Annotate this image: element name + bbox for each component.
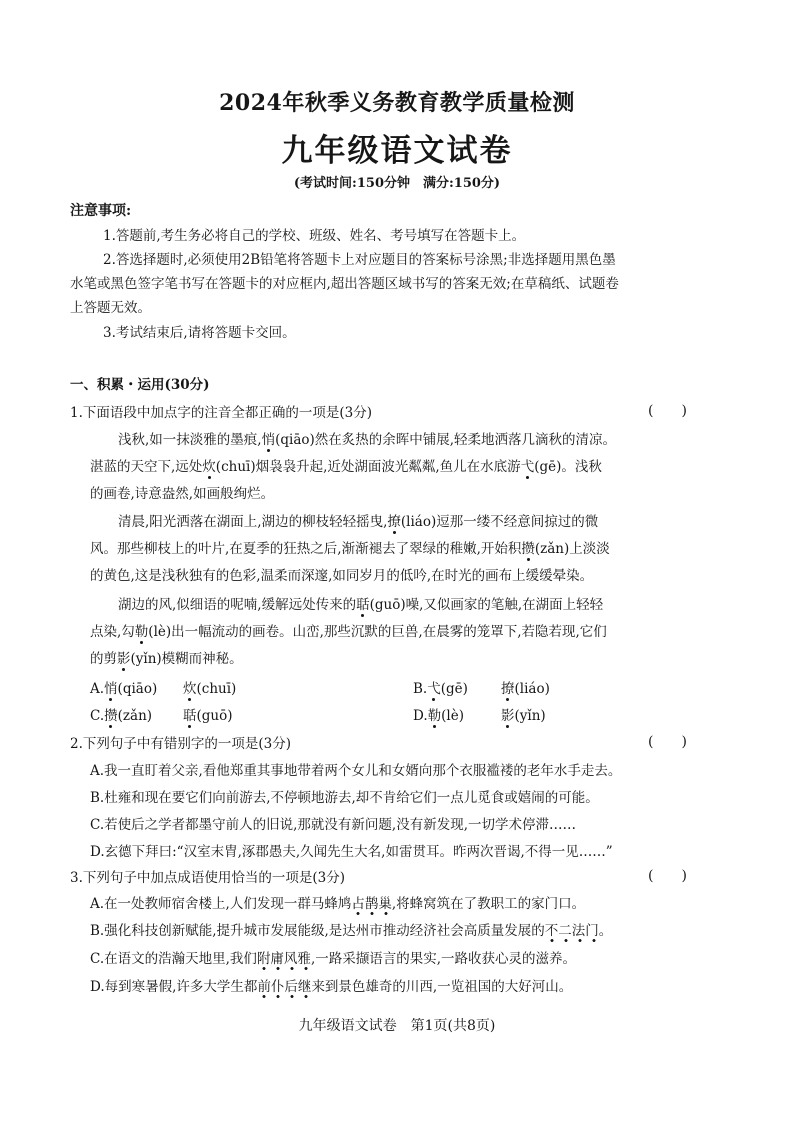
dotted-idiom: 占鹊巢 bbox=[351, 896, 392, 916]
q1-p1-line1: 浅秋,如一抹淡雅的墨痕,悄(qiāo)然在炙热的余晖中铺展,轻柔地洒落几滴秋的清凉。 bbox=[118, 432, 617, 448]
q2-answer-paren: ( ) bbox=[648, 734, 687, 750]
q1-p1-line3: 的画卷,诗意盎然,如画般绚烂。 bbox=[90, 486, 275, 502]
dotted-char: 勒 bbox=[134, 624, 149, 640]
notice-item-3: 3.考试结束后,请将答题卡交回。 bbox=[103, 325, 296, 341]
q1-p2-line2: 风。那些柳枝上的叶片,在夏季的狂热之后,渐渐褪去了翠绿的稚嫩,开始积攒(zǎn)上淡淡 bbox=[90, 541, 610, 557]
q3-option-a: A.在一处教师宿舍楼上,人们发现一群马蜂鸠占鹊巢,将蜂窝筑在了教职工的家门口。 bbox=[90, 892, 585, 912]
notice-item-2b: 水笔或黑色签字笔书写在答题卡的对应框内,超出答题区域书写的答案无效;在草稿纸、试题卷 bbox=[70, 276, 619, 292]
q1-option-b-2: 撩(liáo) bbox=[501, 681, 550, 697]
q1-p3-line2: 点染,勾勒(lè)出一幅流动的画卷。山峦,那些沉默的巨兽,在晨雾的笼罩下,若隐若现,它们 bbox=[90, 624, 607, 640]
q1-answer-paren: ( ) bbox=[648, 403, 687, 419]
q2-option-c: C.若使后之学者都墨守前人的旧说,那就没有新问题,没有新发现,一切学术停滞…… bbox=[90, 817, 577, 833]
notice-item-1: 1.答题前,考生务必将自己的学校、班级、姓名、考号填写在答题卡上。 bbox=[103, 228, 526, 244]
dotted-char: 炊 bbox=[202, 459, 216, 475]
q1-stem: 1.下面语段中加点字的注音全都正确的一项是(3分) bbox=[70, 405, 373, 421]
q1-option-d: D.勒(lè) bbox=[413, 708, 464, 724]
q1-option-a-2: 炊(chuī) bbox=[183, 681, 237, 697]
q2-option-b: B.杜雍和现在要它们向前游去,不停顿地游去,却不肯给它们一点儿觅食或嬉闹的可能。 bbox=[90, 790, 599, 806]
q1-p2-line1: 清晨,阳光洒落在湖面上,湖边的柳枝轻轻摇曳,撩(liáo)逗那一缕不经意间掠过的微 bbox=[118, 514, 599, 530]
q2-option-a: A.我一直盯着父亲,看他郑重其事地带着两个女儿和女婿向那个衣服褴褛的老年水手走去。 bbox=[90, 763, 622, 779]
q1-p2-line3: 的黄色,这是浅秋独有的色彩,温柔而深邃,如同岁月的低吟,在时光的画布上缓缓晕染。 bbox=[90, 568, 594, 584]
q3-stem: 3.下列句子中加点成语使用恰当的一项是(3分) bbox=[70, 870, 346, 886]
dotted-char: 影 bbox=[117, 651, 131, 667]
q1-option-c: C.攒(zǎn) bbox=[90, 708, 153, 724]
q1-option-c-2: 聒(guō) bbox=[183, 708, 233, 724]
q1-option-d-2: 影(yǐn) bbox=[501, 708, 546, 724]
dotted-char: 聒 bbox=[356, 597, 370, 613]
q2-option-d: D.玄德下拜曰:“汉室末胄,涿郡愚夫,久闻先生大名,如雷贯耳。昨两次晋谒,不得一见……” bbox=[90, 844, 613, 860]
exam-main-title: 九年级语文试卷 bbox=[281, 133, 513, 169]
q1-p3-line1: 湖边的风,似细语的呢喃,缓解远处传来的聒(guō)噪,又似画家的笔触,在湖面上轻轻 bbox=[118, 597, 604, 613]
page-footer: 九年级语文试卷 第1页(共8页) bbox=[298, 1018, 496, 1034]
dotted-char: 悄 bbox=[261, 432, 276, 448]
notice-heading: 注意事项: bbox=[70, 203, 132, 219]
section-1-title: 一、积累・运用(30分) bbox=[70, 377, 210, 393]
exam-subtitle: (考试时间:150分钟 满分:150分) bbox=[293, 176, 501, 191]
q1-option-a: A.悄(qiāo) bbox=[90, 681, 158, 697]
dotted-idiom: 不二法门 bbox=[545, 923, 599, 943]
notice-item-2c: 上答题无效。 bbox=[70, 300, 151, 316]
q3-option-d: D.每到寒暑假,许多大学生都前仆后继来到景色雄奇的川西,一览祖国的大好河山。 bbox=[90, 975, 572, 995]
notice-item-2a: 2.答选择题时,必须使用2B铅笔将答题卡上对应题目的答案标号涂黑;非选择题用黑色墨 bbox=[103, 252, 616, 268]
exam-top-title: 2024年秋季义务教育教学质量检测 bbox=[219, 90, 575, 116]
q1-p1-line2: 湛蓝的天空下,远处炊(chuī)烟袅袅升起,近处湖面波光粼粼,鱼儿在水底游弋(gē)。浅秋 bbox=[90, 459, 602, 475]
dotted-char: 撩 bbox=[387, 514, 401, 530]
q1-option-b: B.弋(gē) bbox=[413, 681, 468, 697]
q3-answer-paren: ( ) bbox=[648, 868, 687, 884]
q2-stem: 2.下列句子中有错别字的一项是(3分) bbox=[70, 736, 292, 752]
dotted-char: 攒 bbox=[521, 541, 535, 557]
q3-option-b: B.强化科技创新赋能,提升城市发展能级,是达州市推动经济社会高质量发展的不二法门。 bbox=[90, 919, 612, 939]
q1-p3-line3: 的剪影(yǐn)模糊而神秘。 bbox=[90, 651, 243, 667]
dotted-char: 弋 bbox=[520, 459, 535, 475]
dotted-idiom: 附庸风雅 bbox=[257, 951, 311, 971]
dotted-idiom: 前仆后继 bbox=[257, 979, 311, 999]
q3-option-c: C.在语文的浩瀚天地里,我们附庸风雅,一路采撷语言的果实,一路收获心灵的滋养。 bbox=[90, 947, 576, 967]
